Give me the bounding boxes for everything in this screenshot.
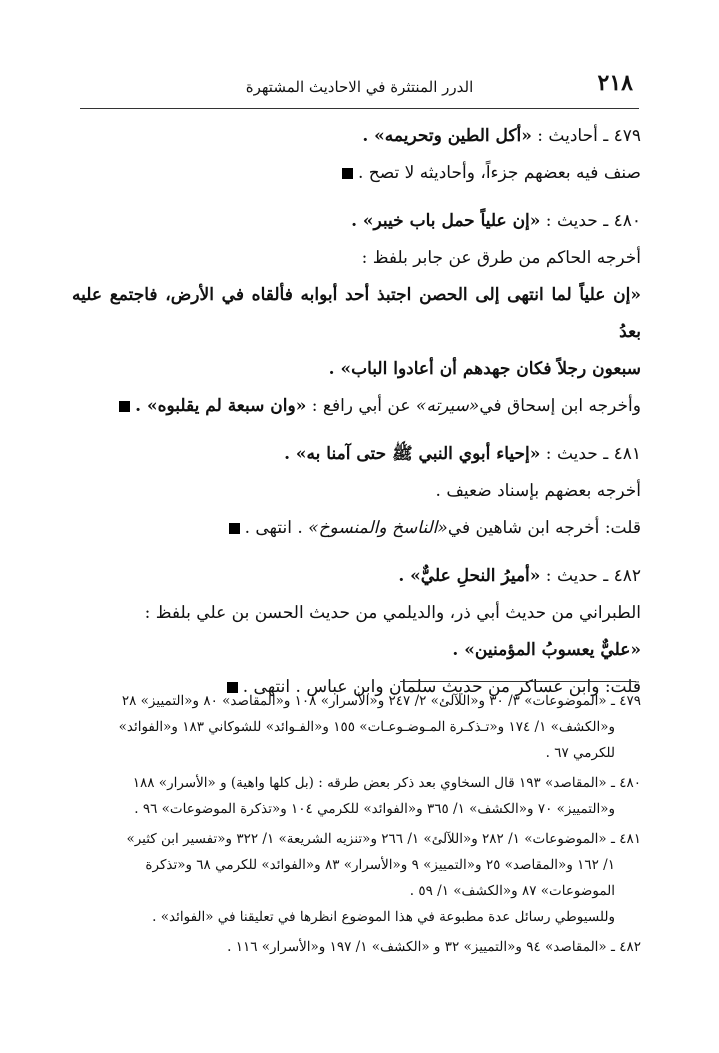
closing-text: . انتهى .: [244, 518, 309, 538]
entry-quote-line: «إن علياً لما انتهى إلى الحصن اجتبذ أحد أبوابه فألقاه في الأرض، فاجتمع عليه بعدُ: [72, 285, 641, 342]
entry-text-line: صنف فيه بعضهم جزءاً، وأحاديثه لا تصح .: [358, 163, 641, 183]
footnote-479: [72, 688, 641, 766]
page-number: ٢١٨: [597, 70, 633, 96]
entry-quote-line: «عليٌّ يعسوبُ المؤمنين» .: [452, 640, 641, 660]
entry-heading-prefix: ٤٨١ ـ حديث :: [540, 444, 641, 464]
entry-text-line: الطبراني من حديث أبي ذر، والديلمي من حديث الحسن بن علي بلفظ :: [144, 603, 641, 623]
footnote-line: ١/ ١٦٢ و«المقاصد» ٢٥ و«التمييز» ٩ و«الأسرار» ٨٣ و«الفوائد» للكرمي ٦٨ و«تذكرة: [145, 857, 615, 873]
end-square-icon: [342, 168, 353, 179]
entry-480: [72, 203, 641, 425]
footnote-line: ٤٨١ ـ «الموضوعات» ١/ ٢٨٢ و«اللآلئ» ١/ ٢٦٦ و«تنزيه الشريعة» ١/ ٣٢٢ و«تفسير ابن كثير»: [126, 831, 641, 847]
end-square-icon: [119, 401, 130, 412]
entry-text: [72, 155, 641, 192]
entry-heading-title: «إن علياً حمل باب خيبر» .: [351, 211, 541, 231]
page-header: [80, 68, 639, 109]
footnote-line: ٤٨٢ ـ «المقاصد» ٩٤ و«التمييز» ٣٢ و «الكشف» ١/ ١٩٧ و«الأسرار» ١١٦ .: [227, 939, 641, 955]
entry-heading: [72, 436, 641, 473]
footnote-line: وللسيوطي رسائل عدة مطبوعة في هذا الموضوع انظرها في تعليقنا في «الفوائد» .: [152, 909, 615, 925]
entry-481: [72, 436, 641, 547]
entry-intro: أخرجه الحاكم من طرق عن جابر بلفظ :: [361, 248, 641, 268]
entry-heading-title: «إحياء أبوي النبي ﷺ حتى آمنا به» .: [284, 444, 541, 464]
closing-text: عن أبي رافع :: [306, 396, 416, 416]
closing-source: «سيرته»: [415, 396, 480, 416]
closing-quote: «وان سبعة لم يقلبوه» .: [135, 396, 307, 416]
footnote-line: و«الكشف» ١/ ١٧٤ و«تـذكـرة المـوضـوعـات» ١٥٥ و«الفـوائد» للشوكاني ١٨٣ و«الفوائد»: [118, 719, 615, 735]
footnote-line: الموضوعات» ٨٧ و«الكشف» ١/ ٥٩ .: [409, 883, 615, 899]
running-title: الدرر المنتثرة في الاحاديث المشتهرة: [245, 78, 474, 96]
entry-heading-title: «أميرُ النحلِ عليٌّ» .: [398, 566, 541, 586]
end-square-icon: [229, 523, 240, 534]
footnote-line: ٤٧٩ ـ «الموضوعات» ٣/ ٣٠ و«اللآلئ» ٢/ ٢٤٧ و«الأسرار» ١٠٨ و«المقاصد» ٨٠ و«التمييز» ٢٨: [121, 693, 641, 709]
closing-source: «الناسخ والمنسوخ»: [308, 518, 448, 538]
closing-text: قلت: أخرجه ابن شاهين في: [447, 518, 641, 538]
footnote-line: و«التمييز» ٧٠ و«الكشف» ١/ ٣٦٥ و«الفوائد» للكرمي ١٠٤ و«تذكرة الموضوعات» ٩٦ .: [134, 801, 615, 817]
entry-text-line: أخرجه بعضهم بإسناد ضعيف .: [435, 481, 641, 501]
entry-heading-prefix: ٤٧٩ ـ أحاديث :: [531, 126, 641, 146]
footnote-line: ٤٨٠ ـ «المقاصد» ١٩٣ قال السخاوي بعد ذكر بعض طرقه : (بل كلها واهية) و «الأسرار» ١٨٨: [132, 775, 641, 791]
entry-heading: [72, 118, 641, 155]
entry-closing: [72, 510, 641, 547]
entry-closing: [72, 388, 641, 425]
entry-heading-prefix: ٤٨٢ ـ حديث :: [540, 566, 641, 586]
entry-quote-line: سبعون رجلاً فكان جهدهم أن أعادوا الباب» .: [328, 359, 641, 379]
footnote-divider: [400, 681, 636, 682]
entry-heading-prefix: ٤٨٠ ـ حديث :: [540, 211, 641, 231]
main-text: [72, 118, 641, 717]
entry-482: [72, 558, 641, 706]
closing-text: وأخرجه ابن إسحاق في: [479, 396, 641, 416]
entry-heading-title: «أكل الطين وتحريمه» .: [362, 126, 532, 146]
closing-text: قلت: وابن عساكر من حديث سلمان وابن عباس . انتهى .: [242, 677, 641, 697]
footnote-481: [72, 826, 641, 930]
entry-heading: [72, 558, 641, 595]
footnote-480: [72, 770, 641, 822]
footnote-line: للكرمي ٦٧ .: [545, 745, 615, 761]
footnotes: [72, 688, 641, 964]
entry-heading: [72, 203, 641, 240]
entry-479: [72, 118, 641, 192]
footnote-482: [72, 934, 641, 960]
